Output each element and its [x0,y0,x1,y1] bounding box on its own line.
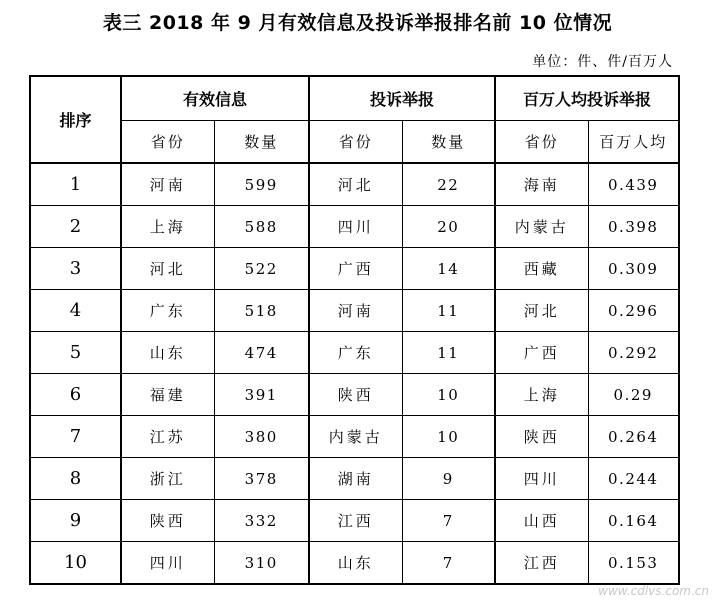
complaints-count-cell: 10 [402,416,495,458]
per-million-value-cell: 0.244 [588,458,679,500]
count-subheader: 数量 [214,121,309,164]
complaints-count-cell: 22 [402,163,495,206]
per-million-province-cell: 西藏 [495,248,588,290]
complaints-count-cell: 7 [402,500,495,542]
complaints-province-cell: 河南 [309,290,402,332]
rank-cell: 8 [30,458,121,500]
complaints-count-cell: 9 [402,458,495,500]
table-row [30,332,679,374]
per-million-province-cell: 内蒙古 [495,206,588,248]
count-subheader: 数量 [402,121,495,164]
table-row [30,290,679,332]
ranking-table [29,75,680,585]
complaints-province-cell: 内蒙古 [309,416,402,458]
per-million-value-cell: 0.264 [588,416,679,458]
valid-info-province-cell: 广东 [121,290,214,332]
valid-info-province-cell: 上海 [121,206,214,248]
per-million-province-cell: 四川 [495,458,588,500]
rank-cell: 7 [30,416,121,458]
rank-cell: 9 [30,500,121,542]
province-subheader: 省份 [495,121,588,164]
per-million-province-cell: 江西 [495,542,588,585]
valid-info-count-cell: 332 [214,500,309,542]
rank-cell: 6 [30,374,121,416]
valid-info-count-cell: 310 [214,542,309,585]
valid-info-province-cell: 四川 [121,542,214,585]
valid-info-province-cell: 河南 [121,163,214,206]
per-million-province-cell: 山西 [495,500,588,542]
per-million-province-cell: 上海 [495,374,588,416]
complaints-province-cell: 湖南 [309,458,402,500]
valid-info-count-cell: 588 [214,206,309,248]
rank-cell: 3 [30,248,121,290]
complaints-count-cell: 11 [402,332,495,374]
table-body [30,163,679,584]
per-million-value-cell: 0.164 [588,500,679,542]
valid-info-province-cell: 浙江 [121,458,214,500]
valid-info-count-cell: 522 [214,248,309,290]
per-million-value-cell: 0.296 [588,290,679,332]
complaints-count-cell: 14 [402,248,495,290]
per-million-province-cell: 陕西 [495,416,588,458]
table-row [30,458,679,500]
complaints-province-cell: 江西 [309,500,402,542]
per-million-value-cell: 0.398 [588,206,679,248]
watermark: www.cdlvs.com.cn [598,584,709,598]
complaints-province-cell: 四川 [309,206,402,248]
per-million-value-cell: 0.153 [588,542,679,585]
complaints-province-cell: 陕西 [309,374,402,416]
table-row [30,542,679,585]
complaints-province-cell: 山东 [309,542,402,585]
valid-info-province-cell: 河北 [121,248,214,290]
complaints-count-cell: 20 [402,206,495,248]
rank-header: 排序 [30,76,121,163]
table-row [30,374,679,416]
valid-info-count-cell: 518 [214,290,309,332]
per-million-value-cell: 0.29 [588,374,679,416]
complaints-province-cell: 广西 [309,248,402,290]
complaints-count-cell: 11 [402,290,495,332]
per-million-province-cell: 河北 [495,290,588,332]
table-row [30,416,679,458]
complaints-province-cell: 广东 [309,332,402,374]
complaints-count-cell: 7 [402,542,495,585]
rank-cell: 5 [30,332,121,374]
complaints-header: 投诉举报 [309,76,495,121]
per-million-complaints-header: 百万人均投诉举报 [495,76,679,121]
rank-cell: 1 [30,163,121,206]
table-row [30,163,679,206]
table-title: 表三 2018 年 9 月有效信息及投诉举报排名前 10 位情况 [102,12,613,34]
per-million-value-cell: 0.439 [588,163,679,206]
rank-cell: 4 [30,290,121,332]
valid-info-province-cell: 福建 [121,374,214,416]
valid-info-province-cell: 陕西 [121,500,214,542]
per-million-province-cell: 海南 [495,163,588,206]
valid-info-province-cell: 山东 [121,332,214,374]
per-million-value-cell: 0.309 [588,248,679,290]
table-row [30,206,679,248]
valid-info-count-cell: 474 [214,332,309,374]
valid-info-count-cell: 391 [214,374,309,416]
complaints-province-cell: 河北 [309,163,402,206]
province-subheader: 省份 [309,121,402,164]
valid-info-count-cell: 380 [214,416,309,458]
per-million-value-cell: 0.292 [588,332,679,374]
per-million-subheader: 百万人均 [588,121,679,164]
per-million-province-cell: 广西 [495,332,588,374]
province-subheader: 省份 [121,121,214,164]
complaints-count-cell: 10 [402,374,495,416]
rank-cell: 10 [30,542,121,585]
valid-info-header: 有效信息 [121,76,309,121]
unit-note: 单位：件、件/百万人 [532,54,673,70]
rank-cell: 2 [30,206,121,248]
valid-info-count-cell: 378 [214,458,309,500]
valid-info-province-cell: 江苏 [121,416,214,458]
valid-info-count-cell: 599 [214,163,309,206]
table-row [30,248,679,290]
table-row [30,500,679,542]
